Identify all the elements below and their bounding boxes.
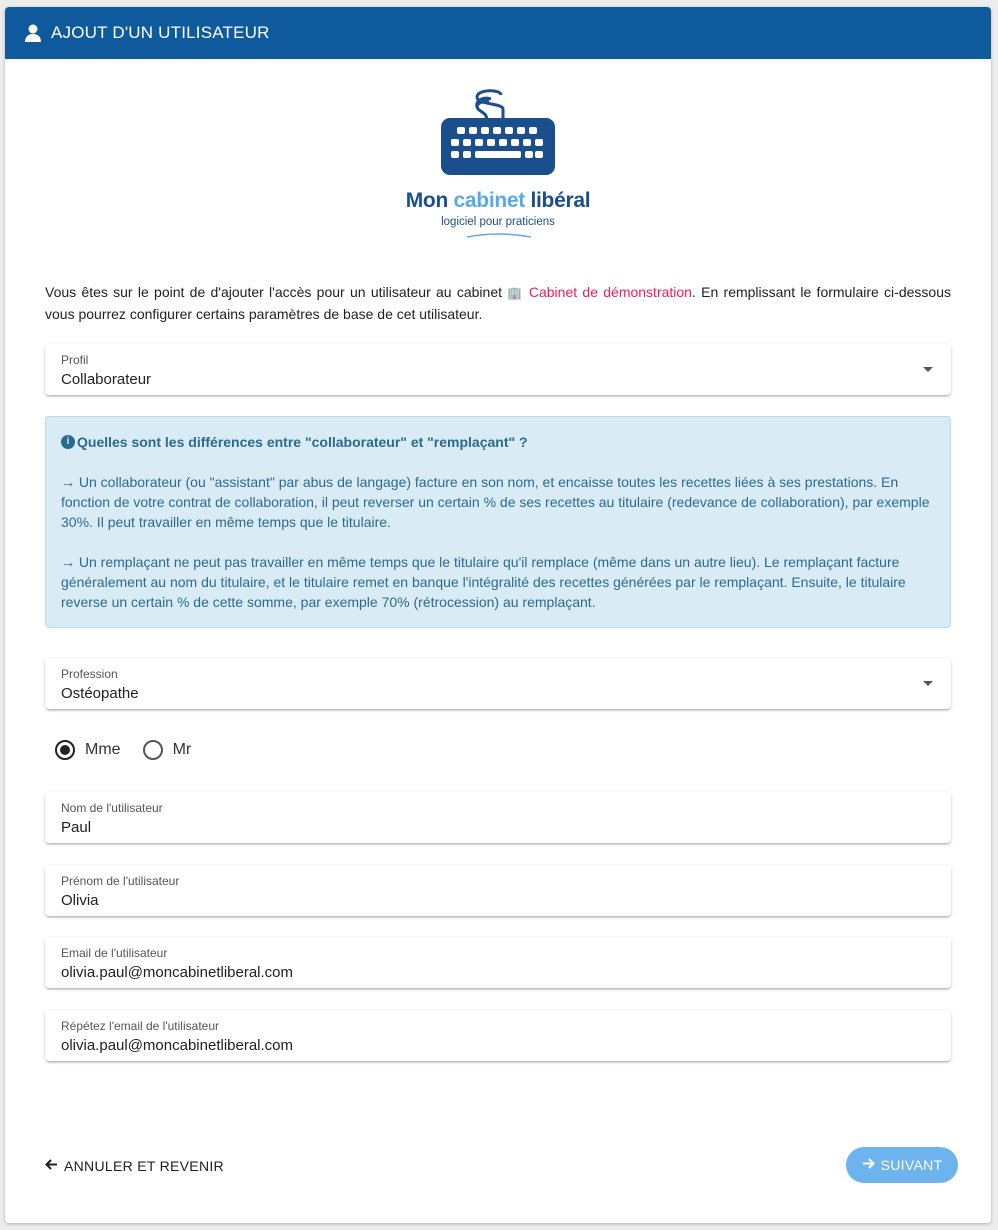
info-collaborateur: → Un collaborateur (ou "assistant" par abus de langage) facture en son nom, et encaisse toutes les recettes liées à ses prestations. En fonction de votre contrat de collaboration, il peut reverser un certain % de ses recettes au titulaire (redevance de collaboration), par exemple 30%. Il peut travailler en même temps que le titulaire. [61, 474, 930, 530]
radio-mme-label: Mme [85, 741, 121, 758]
arrow-right-icon: → [61, 474, 75, 490]
radio-mr-label: Mr [172, 741, 192, 758]
cabinet-link[interactable]: Cabinet de démonstration [528, 284, 692, 300]
info-box [45, 416, 951, 628]
info-question: i Quelles sont les différences entre "collaborateur" et "remplaçant" ? [61, 432, 935, 452]
prenom-value: Olivia [61, 892, 99, 909]
building-icon: 🏢 [507, 286, 524, 300]
profession-label: Profession [61, 667, 118, 681]
add-user-card [5, 7, 991, 1223]
radio-mr[interactable] [143, 740, 192, 760]
nom-value: Paul [61, 819, 92, 836]
logo-swoosh-icon [385, 231, 611, 243]
email-repeat-value: olivia.paul@moncabinetliberal.com [61, 1037, 294, 1054]
radio-mme[interactable] [55, 740, 121, 760]
profil-value: Collaborateur [61, 371, 152, 388]
nom-label: Nom de l'utilisateur [61, 801, 163, 815]
email-repeat-field[interactable] [45, 1010, 951, 1061]
arrow-right-icon [862, 1157, 875, 1173]
next-button[interactable] [846, 1147, 958, 1183]
logo-tagline: logiciel pour praticiens [441, 216, 555, 228]
page-title: AJOUT D'UN UTILISATEUR [51, 23, 270, 42]
profil-label: Profil [61, 353, 89, 367]
chevron-down-icon [923, 367, 933, 372]
info-circle-icon: i [61, 435, 75, 449]
cancel-button[interactable] [45, 1156, 224, 1176]
logo [385, 85, 615, 245]
arrow-left-icon [45, 1158, 58, 1175]
profession-value: Ostéopathe [61, 685, 139, 702]
nom-field[interactable] [45, 792, 951, 843]
profil-select[interactable] [45, 344, 951, 395]
radio-unchecked-icon [143, 740, 163, 760]
card-header [5, 7, 991, 59]
user-icon [23, 23, 43, 43]
arrow-right-icon: → [61, 554, 75, 570]
radio-checked-icon [55, 740, 75, 760]
next-label: SUIVANT [880, 1157, 943, 1173]
email-value: olivia.paul@moncabinetliberal.com [61, 964, 294, 981]
civility-radio-group [55, 738, 213, 762]
keyboard-logo-icon [385, 85, 611, 185]
profession-select[interactable] [45, 658, 951, 709]
email-field[interactable] [45, 937, 951, 988]
info-remplacant: → Un remplaçant ne peut pas travailler en même temps que le titulaire qu'il remplace (même dans un autre lieu). Le remplaçant facture généralement au nom du titulaire, et le titulaire remet en banque l'intégralité des recettes générées par le remplaçant. Ensuite, le titulaire reverse un certain % de cette somme, par exemple 70% (rétrocession) au remplaçant. [61, 554, 906, 610]
prenom-field[interactable] [45, 865, 951, 916]
logo-name: Mon cabinet libéral [405, 189, 591, 212]
email-label: Email de l'utilisateur [61, 946, 168, 960]
chevron-down-icon [923, 681, 933, 686]
prenom-label: Prénom de l'utilisateur [61, 874, 180, 888]
intro-text: Vous êtes sur le point de d'ajouter l'accès pour un utilisateur au cabinet 🏢 Cabinet de démonstration. En remplissant le formulaire ci-dessous vous pourrez configurer certains paramètres de base de cet utilisateur. [45, 284, 951, 322]
email-repeat-label: Répétez l'email de l'utilisateur [61, 1019, 219, 1033]
cancel-label: ANNULER ET REVENIR [64, 1158, 224, 1174]
